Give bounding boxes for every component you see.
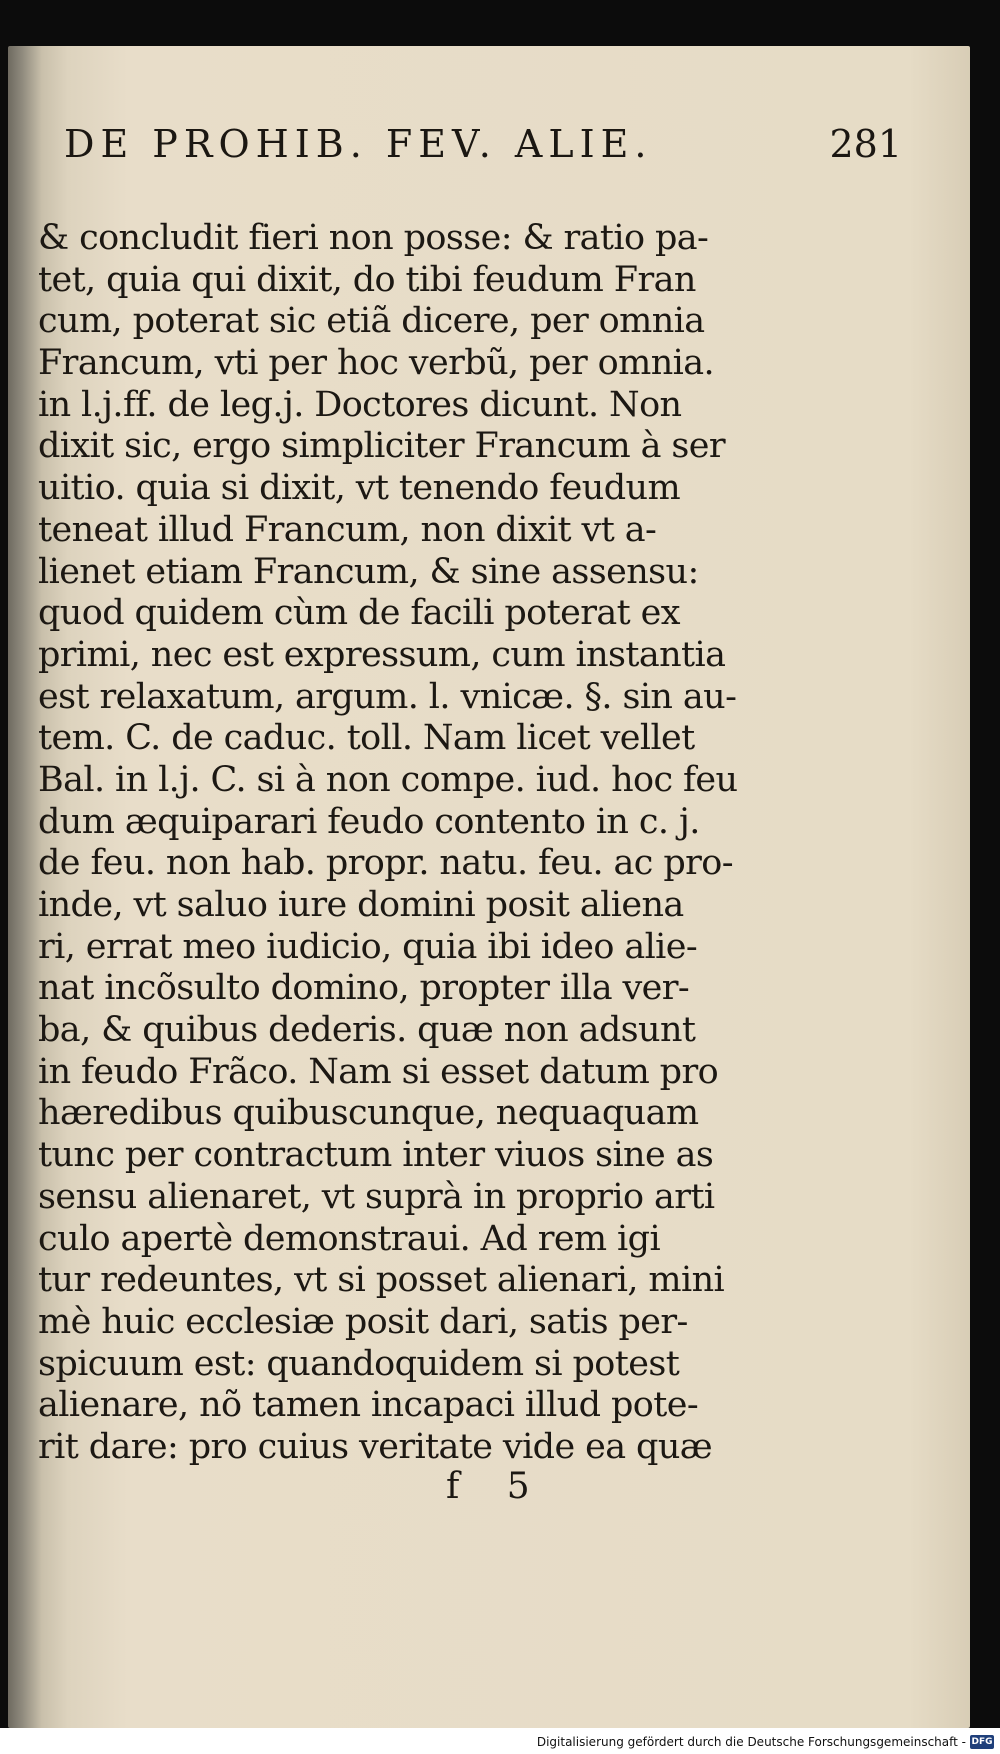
- text-line: tem. C. de caduc. toll. Nam licet vellet: [38, 718, 695, 759]
- funding-credit: Digitalisierung gefördert durch die Deutsche Forschungsgemeinschaft -: [536, 1735, 966, 1749]
- signature-mark: f 5: [446, 1466, 548, 1507]
- text-line: culo apertè demonstraui. Ad rem igi: [38, 1218, 661, 1259]
- text-line: in feudo Frãco. Nam si esset datum pro: [38, 1051, 719, 1092]
- text-line: primi, nec est expressum, cum instantia: [38, 634, 726, 675]
- page-header: [64, 122, 964, 182]
- text-line: est relaxatum, argum. l. vnicæ. §. sin au-: [38, 676, 737, 717]
- text-line: in l.j.ff. de leg.j. Doctores dicunt. Non: [38, 384, 682, 425]
- book-page: [8, 46, 970, 1728]
- text-line: quod quidem cùm de facili poterat ex: [38, 593, 680, 634]
- text-line: tet, quia qui dixit, do tibi feudum Fran: [38, 259, 696, 300]
- text-line: alienare, nõ tamen incapaci illud pote-: [38, 1385, 699, 1426]
- text-line: teneat illud Francum, non dixit vt a-: [38, 509, 657, 550]
- text-line: ri, errat meo iudicio, quia ibi ideo alie-: [38, 926, 698, 967]
- text-line: tunc per contractum inter viuos sine as: [38, 1135, 714, 1176]
- text-line: dum æquiparari feudo contento in c. j.: [38, 801, 700, 842]
- dfg-logo: DFG: [971, 1737, 993, 1747]
- text-line: ba, & quibus dederis. quæ non adsunt: [38, 1010, 696, 1051]
- text-line: lienet etiam Francum, & sine assensu:: [38, 551, 699, 592]
- text-line: mè huic ecclesiæ posit dari, satis per-: [38, 1301, 688, 1342]
- text-line: cum, poterat sic etiã dicere, per omnia: [38, 301, 705, 342]
- body-text: [38, 218, 738, 1469]
- running-head: DE PROHIB. FEV. ALIE.: [64, 122, 653, 166]
- text-line: nat incõsulto domino, propter illa ver-: [38, 968, 690, 1009]
- folio-number: 281: [829, 122, 902, 166]
- text-line: dixit sic, ergo simpliciter Francum à ser: [38, 426, 726, 467]
- footer-bar: [0, 1728, 1000, 1754]
- text-line: de feu. non hab. propr. natu. feu. ac pro-: [38, 843, 733, 884]
- text-line: sensu alienaret, vt suprà in proprio arti: [38, 1176, 715, 1217]
- text-line: uitio. quia si dixit, vt tenendo feudum: [38, 468, 681, 509]
- text-line: & concludit fieri non posse: & ratio pa-: [38, 218, 709, 258]
- text-line: spicuum est: quandoquidem si potest: [38, 1343, 680, 1384]
- text-line: hæredibus quibuscunque, nequaquam: [38, 1093, 699, 1134]
- text-line: rit dare: pro cuius veritate vide ea quæ: [38, 1426, 713, 1467]
- text-line: Francum, vti per hoc verbũ, per omnia.: [38, 343, 715, 384]
- text-line: Bal. in l.j. C. si à non compe. iud. hoc feu: [38, 759, 738, 800]
- text-line: tur redeuntes, vt si posset alienari, mini: [38, 1260, 725, 1301]
- text-line: inde, vt saluo iure domini posit aliena: [38, 885, 684, 925]
